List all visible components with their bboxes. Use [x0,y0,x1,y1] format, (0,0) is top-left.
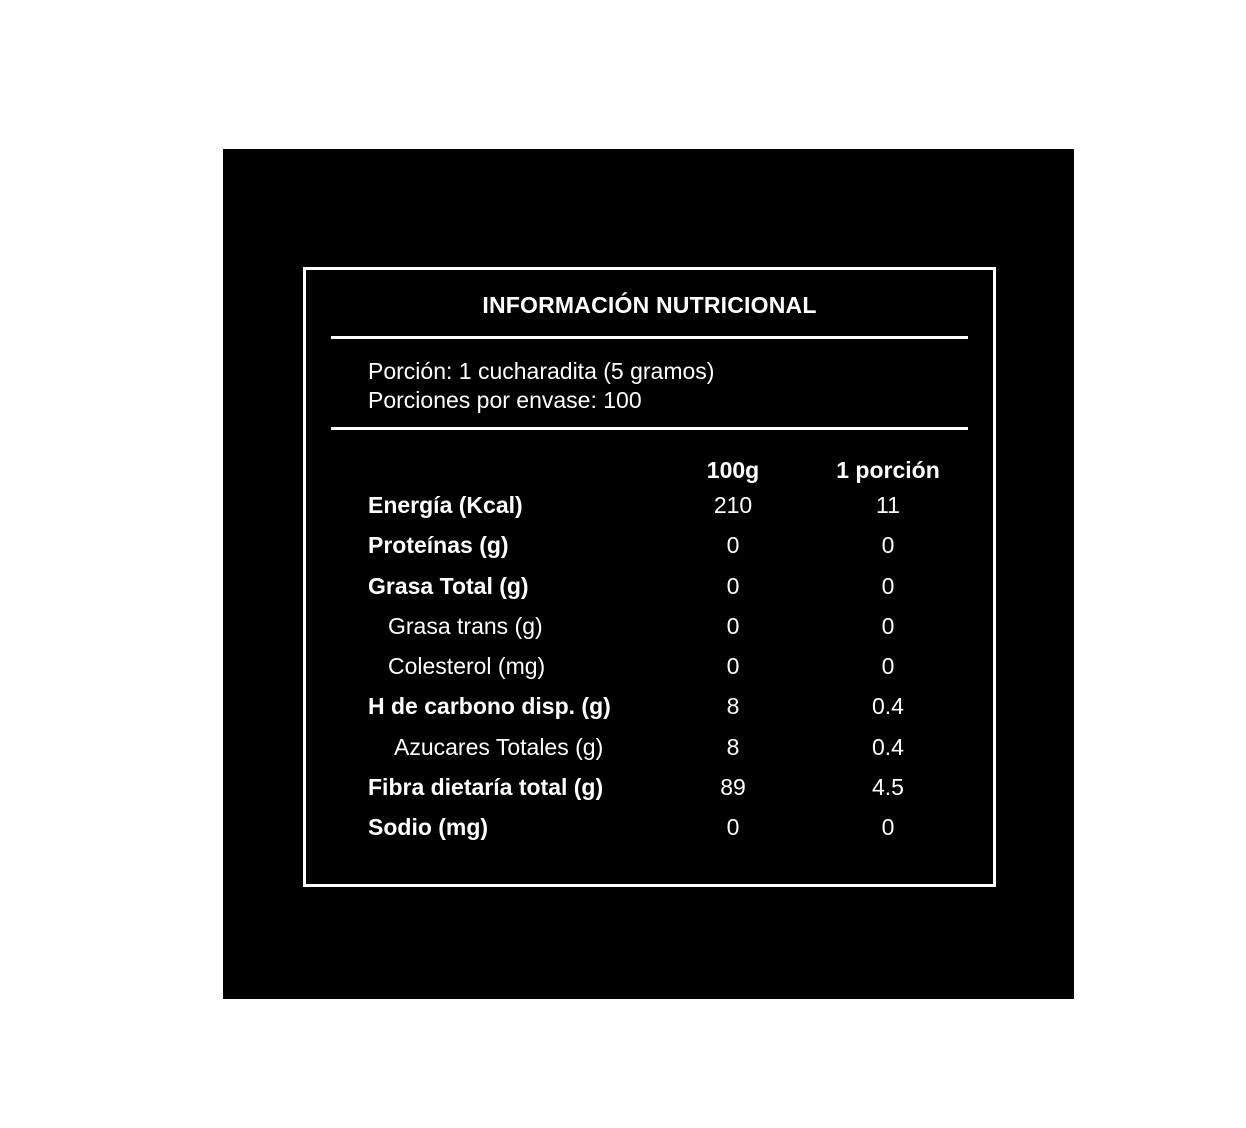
value-serving: 0.4 [872,733,904,760]
value-serving: 0.4 [872,693,904,720]
serving-info [368,357,714,415]
nutrient-name: Energía (Kcal) [368,492,523,518]
divider-top [331,336,968,339]
table-row [368,693,968,733]
value-100g: 0 [726,814,740,841]
value-100g: 0 [726,572,740,599]
value-100g: 8 [726,693,740,720]
table-row [368,532,968,572]
divider-middle [331,427,968,430]
value-100g: 89 [720,774,746,801]
column-header-100g: 100g [706,457,760,483]
value-serving: 11 [876,492,900,518]
nutrient-name: Grasa Total (g) [368,572,529,599]
nutrient-name: Proteínas (g) [368,532,509,559]
table-row [368,613,968,653]
table-row [368,653,968,693]
nutrient-name: Azucares Totales (g) [394,733,604,760]
nutrient-table [368,457,968,855]
label-title: INFORMACIÓN NUTRICIONAL [482,292,817,318]
value-serving: 0 [881,612,895,639]
value-serving: 0 [881,532,895,559]
value-serving: 0 [881,653,895,680]
value-100g: 0 [726,532,740,559]
nutrient-name: Fibra dietaría total (g) [368,774,604,801]
nutrition-label-frame [303,267,996,887]
value-serving: 0 [881,814,895,841]
value-100g: 8 [726,733,740,760]
value-100g: 0 [726,612,740,639]
table-row [368,573,968,613]
value-serving: 4.5 [872,774,904,801]
nutrient-name: Sodio (mg) [368,814,489,841]
nutrient-name: H de carbono disp. (g) [368,693,611,720]
column-header-serving: 1 porción [836,457,940,483]
table-row [368,814,968,854]
table-row [368,492,968,532]
table-row [368,774,968,814]
table-row [368,734,968,774]
value-serving: 0 [881,572,895,599]
value-100g: 0 [726,653,740,680]
nutrition-panel [223,149,1074,999]
value-100g: 210 [713,492,753,518]
table-header [368,457,968,492]
nutrient-name: Grasa trans (g) [388,612,543,639]
nutrient-name: Colesterol (mg) [388,653,546,680]
serving-size: Porción: 1 cucharadita (5 gramos) [368,358,715,384]
servings-per-container: Porciones por envase: 100 [368,387,642,413]
